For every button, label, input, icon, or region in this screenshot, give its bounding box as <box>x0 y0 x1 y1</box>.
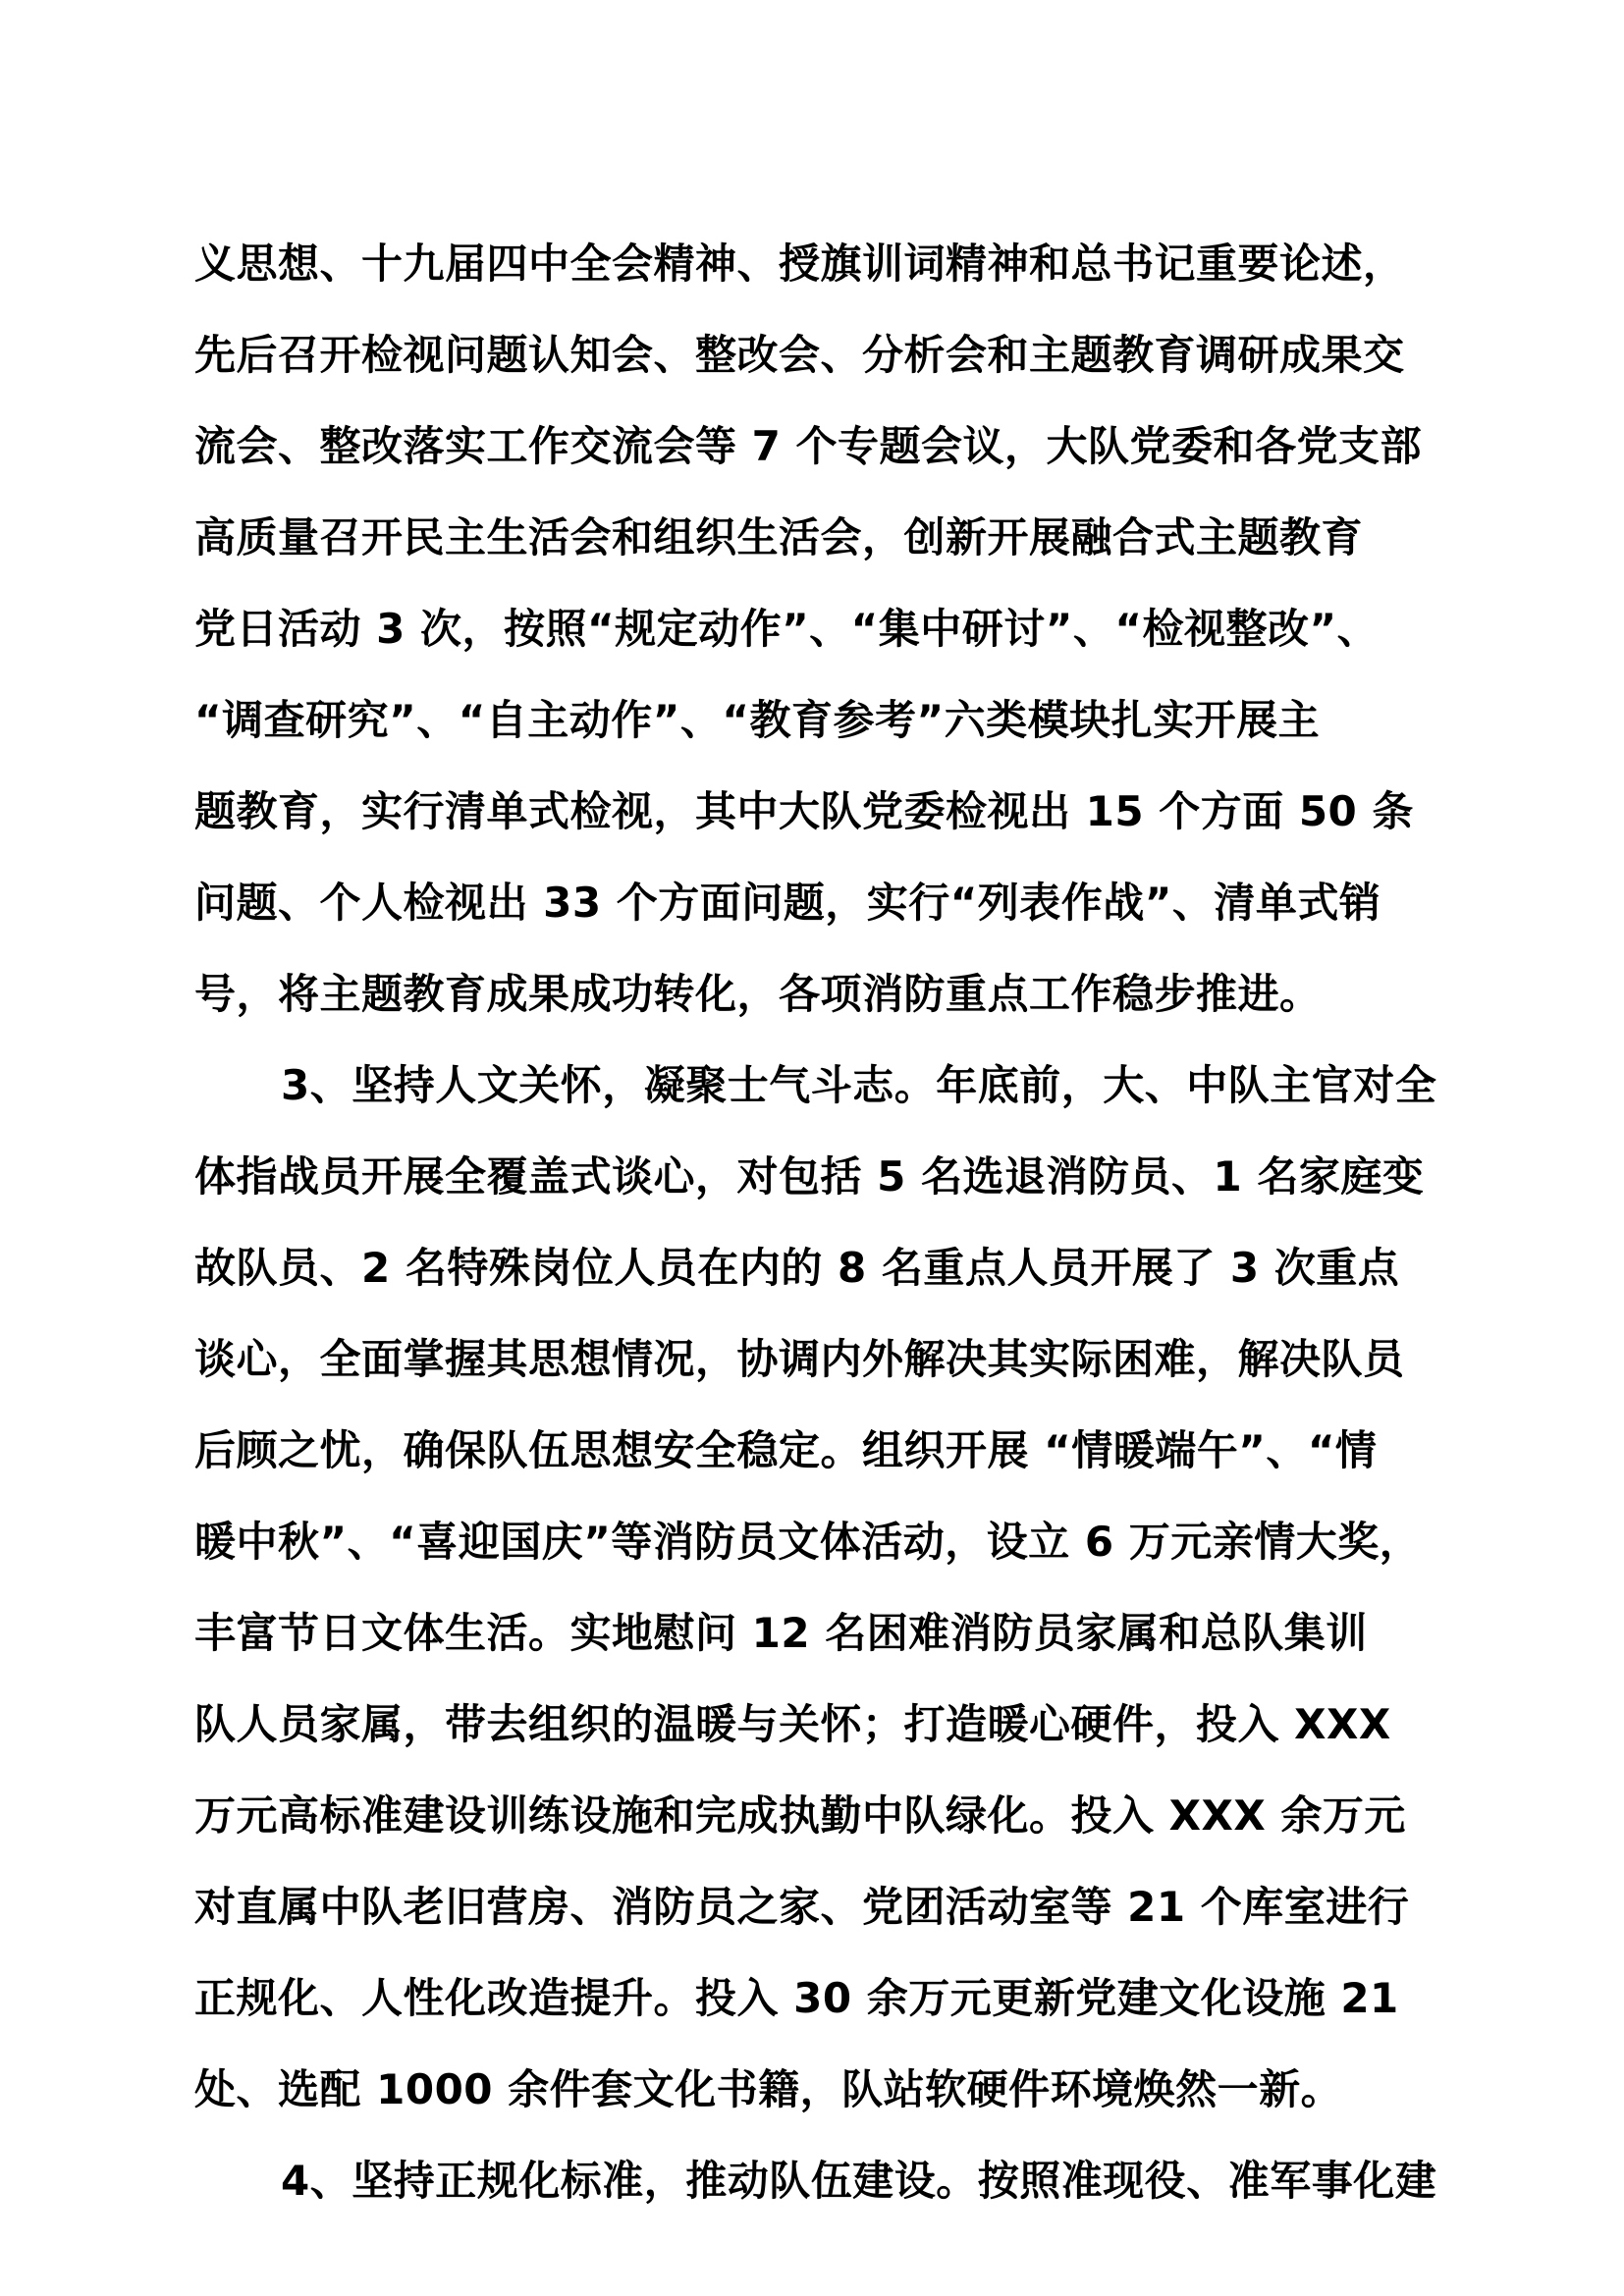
text-line: 故队员、2 名特殊岗位人员在内的 8 名重点人员开展了 3 次重点 <box>194 1244 1400 1292</box>
text-line: 题教育，实行清单式检视，其中大队党委检视出 15 个方面 50 条 <box>194 787 1414 835</box>
paragraph-heading-line: 3、坚持人文关怀，凝聚士气斗志。年底前，大、中队主官对全 <box>281 1061 1437 1109</box>
text-line: 处、选配 1000 余件套文化书籍，队站软硬件环境焕然一新。 <box>194 2065 1343 2113</box>
text-line: 暖中秋”、“喜迎国庆”等消防员文体活动，设立 6 万元亲情大奖， <box>194 1518 1422 1566</box>
text-line: 体指战员开展全覆盖式谈心，对包括 5 名选退消防员、1 名家庭变 <box>194 1152 1425 1201</box>
text-line: 队人员家属，带去组织的温暖与关怀；打造暖心硬件，投入 XXX <box>194 1700 1391 1748</box>
text-line: 号，将主题教育成果成功转化，各项消防重点工作稳步推进。 <box>194 970 1322 1018</box>
text-line: 先后召开检视问题认知会、整改会、分析会和主题教育调研成果交 <box>194 331 1405 379</box>
text-line: 党日活动 3 次，按照“规定动作”、“集中研讨”、“检视整改”、 <box>194 605 1380 653</box>
body-text <box>194 218 1490 2226</box>
text-line: 问题、个人检视出 33 个方面问题，实行“列表作战”、清单式销 <box>194 879 1381 927</box>
text-line: 流会、整改落实工作交流会等 7 个专题会议，大队党委和各党支部 <box>194 422 1422 470</box>
text-line: 后顾之忧，确保队伍思想安全稳定。组织开展 “情暖端午”、“情 <box>194 1426 1378 1474</box>
text-line: 万元高标准建设训练设施和完成执勤中队绿化。投入 XXX 余万元 <box>194 1791 1406 1840</box>
text-line: “调查研究”、“自主动作”、“教育参考”六类模块扎实开展主 <box>194 696 1321 744</box>
text-line: 正规化、人性化改造提升。投入 30 余万元更新党建文化设施 21 <box>194 1974 1399 2022</box>
text-line: 谈心，全面掌握其思想情况，协调内外解决其实际困难，解决队员 <box>194 1335 1405 1383</box>
text-line: 高质量召开民主生活会和组织生活会，创新开展融合式主题教育 <box>194 513 1364 561</box>
text-line: 丰富节日文体生活。实地慰问 12 名困难消防员家属和总队集训 <box>194 1609 1368 1657</box>
paragraph-heading-line: 4、坚持正规化标准，推动队伍建设。按照准现役、准军事化建 <box>281 2157 1437 2205</box>
text-line: 对直属中队老旧营房、消防员之家、党团活动室等 21 个库室进行 <box>194 1883 1410 1931</box>
text-line: 义思想、十九届四中全会精神、授旗训词精神和总书记重要论述， <box>194 240 1405 288</box>
